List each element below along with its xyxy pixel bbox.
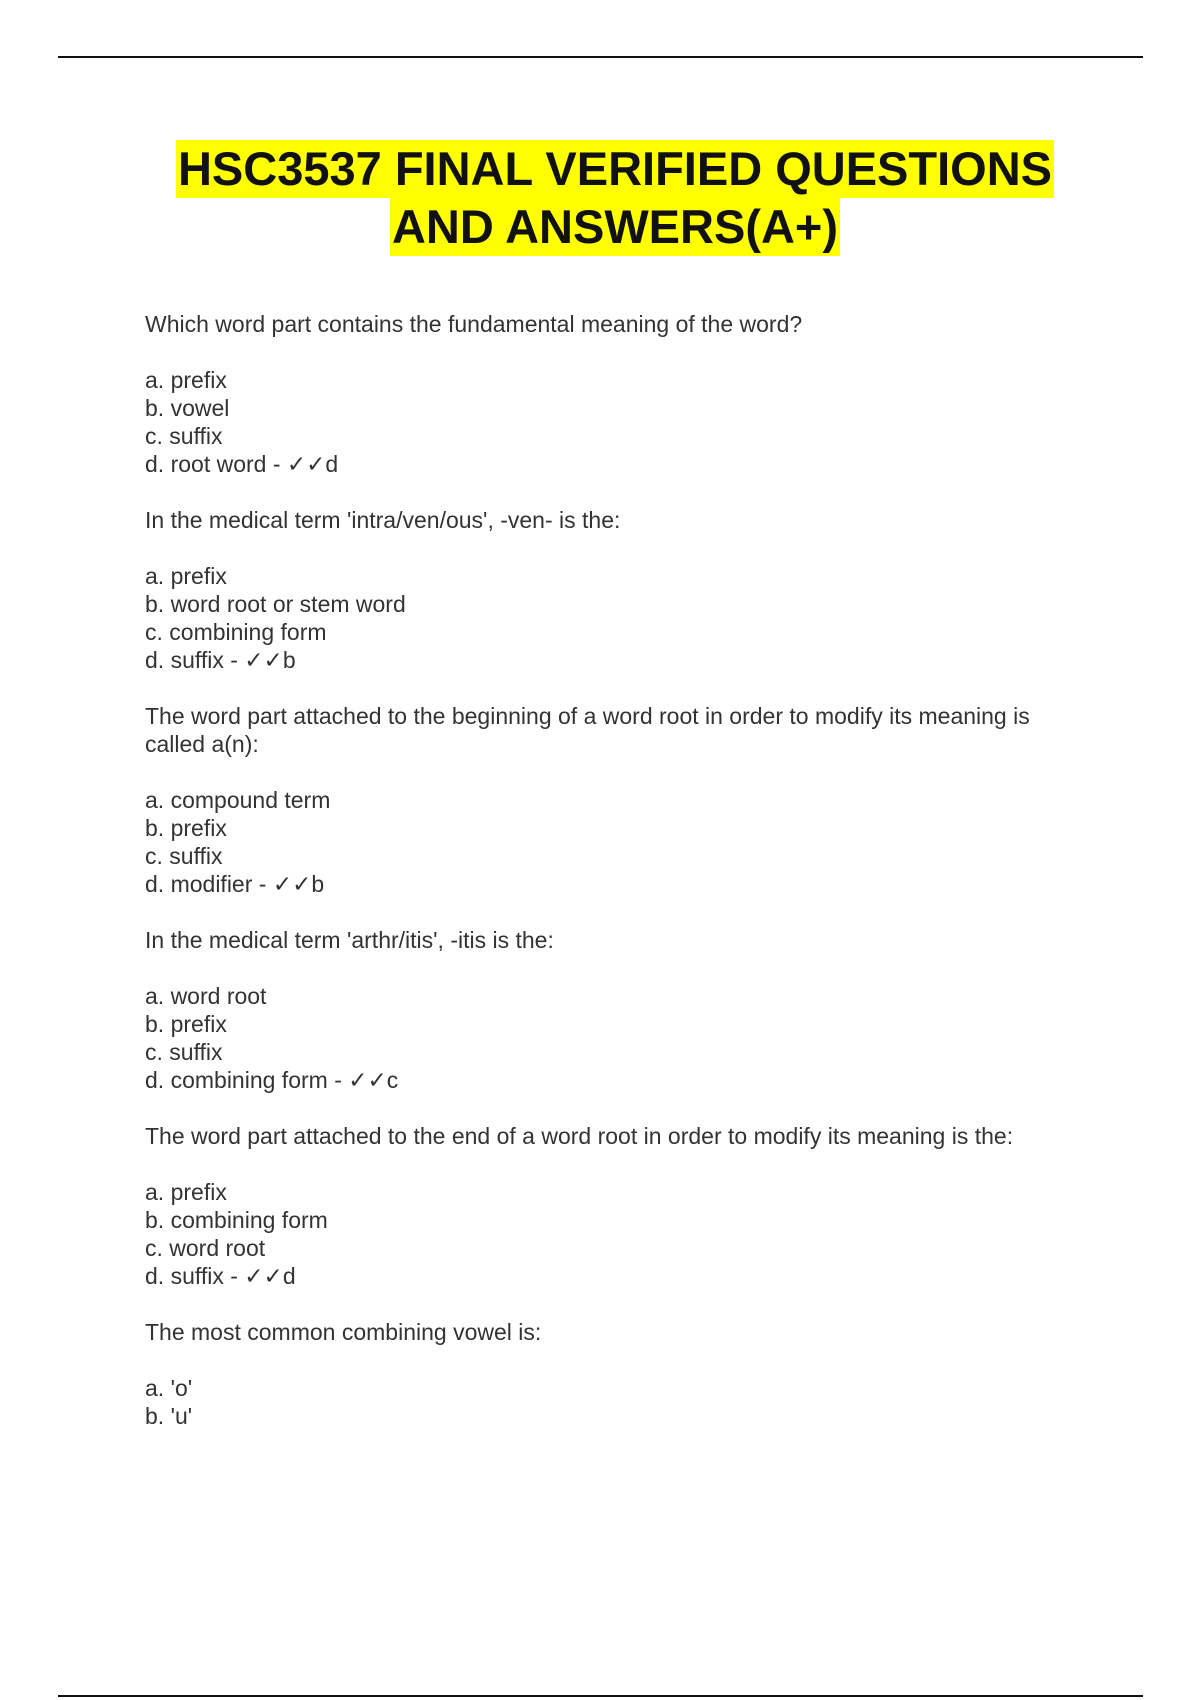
document-title xyxy=(0,140,1200,256)
question-text: Which word part contains the fundamental meaning of the word? xyxy=(145,311,803,337)
question-text: The most common combining vowel is: xyxy=(145,1319,542,1345)
top-rule xyxy=(58,56,1143,58)
question-block xyxy=(145,926,1095,1094)
answer-options xyxy=(145,982,1095,1094)
answer-options xyxy=(145,366,1095,478)
option-b: b. word root or stem word xyxy=(145,591,406,617)
title-line-1: HSC3537 FINAL VERIFIED QUESTIONS xyxy=(176,140,1054,198)
question-block xyxy=(145,506,1095,674)
answer-options xyxy=(145,1374,1095,1430)
question-text: In the medical term 'intra/ven/ous', -ven- is the: xyxy=(145,507,621,533)
question-text: The word part attached to the end of a word root in order to modify its meaning is the: xyxy=(145,1123,1014,1149)
option-a: a. prefix xyxy=(145,367,227,393)
option-b: b. combining form xyxy=(145,1207,328,1233)
question-text: In the medical term 'arthr/itis', -itis is the: xyxy=(145,927,554,953)
option-a: a. prefix xyxy=(145,1179,227,1205)
option-b: b. prefix xyxy=(145,1011,227,1037)
option-c: c. suffix xyxy=(145,1039,223,1065)
answer-options xyxy=(145,1178,1095,1290)
option-d-answer: d. modifier - ✓✓b xyxy=(145,871,325,897)
option-d-answer: d. root word - ✓✓d xyxy=(145,451,339,477)
question-block xyxy=(145,702,1095,898)
question-block xyxy=(145,1318,1095,1430)
answer-options xyxy=(145,562,1095,674)
bottom-rule xyxy=(58,1695,1143,1697)
question-block xyxy=(145,1122,1095,1290)
option-d-answer: d. suffix - ✓✓d xyxy=(145,1263,296,1289)
option-c: c. word root xyxy=(145,1235,266,1261)
option-b: b. prefix xyxy=(145,815,227,841)
option-a: a. word root xyxy=(145,983,267,1009)
option-d-answer: d. combining form - ✓✓c xyxy=(145,1067,399,1093)
question-text: The word part attached to the beginning of a word root in order to modify its meaning is called a(n): xyxy=(145,703,1030,757)
option-a: a. prefix xyxy=(145,563,227,589)
option-c: c. combining form xyxy=(145,619,327,645)
question-list xyxy=(145,310,1095,1458)
option-d-answer: d. suffix - ✓✓b xyxy=(145,647,296,673)
option-a: a. 'o' xyxy=(145,1375,193,1401)
option-c: c. suffix xyxy=(145,843,223,869)
option-b: b. vowel xyxy=(145,395,230,421)
option-a: a. compound term xyxy=(145,787,331,813)
option-b: b. 'u' xyxy=(145,1403,193,1429)
question-block xyxy=(145,310,1095,478)
option-c: c. suffix xyxy=(145,423,223,449)
answer-options xyxy=(145,786,1095,898)
title-line-2: AND ANSWERS(A+) xyxy=(390,198,840,256)
